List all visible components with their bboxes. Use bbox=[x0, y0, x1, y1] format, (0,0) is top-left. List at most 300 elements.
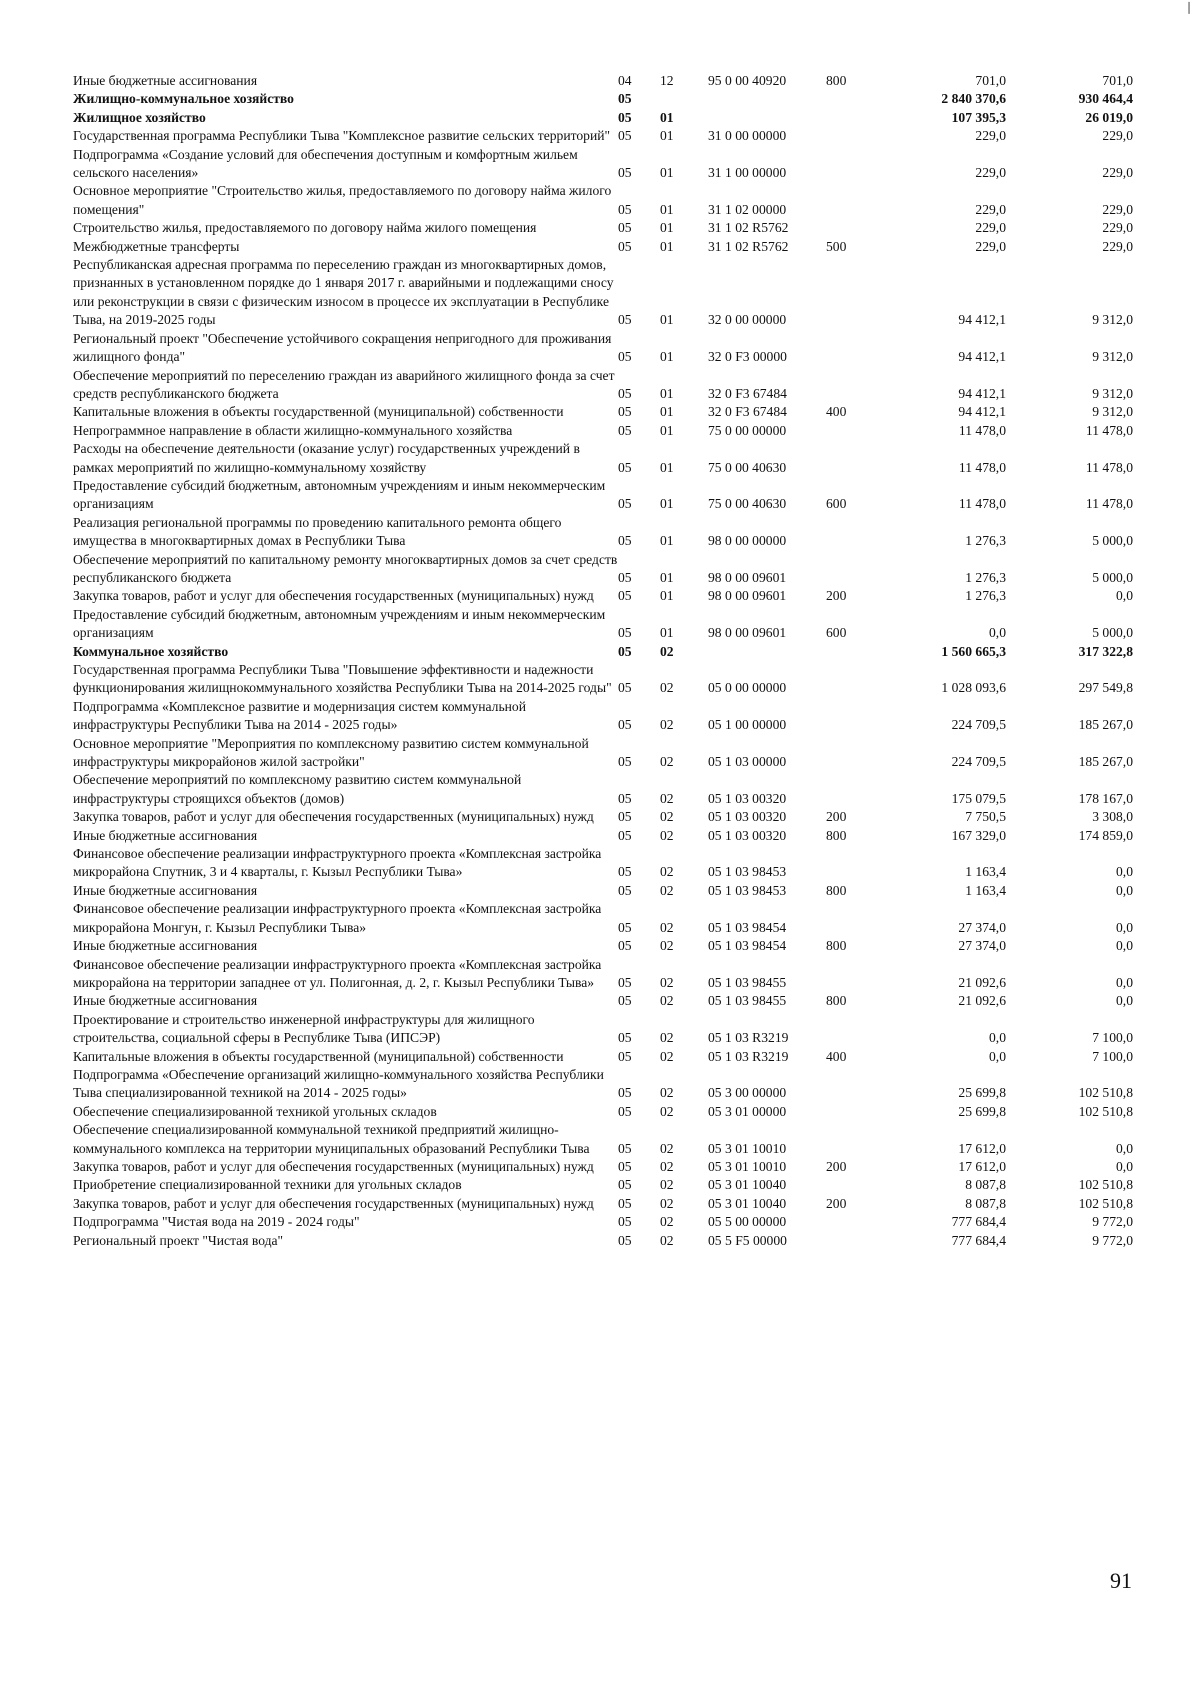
row-subsection-code bbox=[660, 90, 708, 108]
row-target-article: 98 0 00 09601 bbox=[708, 625, 787, 641]
table-row bbox=[73, 1158, 1133, 1176]
row-amount-year2: 11 478,0 bbox=[1085, 422, 1133, 438]
table-row bbox=[73, 330, 1133, 367]
row-target-article: 32 0 F3 00000 bbox=[708, 349, 787, 365]
table-row bbox=[73, 1121, 1133, 1158]
row-target-article: 05 5 00 00000 bbox=[708, 1214, 787, 1230]
row-target-article: 05 3 00 00000 bbox=[708, 1085, 787, 1101]
row-subsection-code: 02 bbox=[660, 919, 674, 935]
row-expense-type: 400 bbox=[826, 1048, 847, 1064]
row-name: Иные бюджетные ассигнования bbox=[73, 993, 258, 1009]
row-target-article: 98 0 00 09601 bbox=[708, 569, 787, 585]
row-section-code: 05 bbox=[618, 1140, 632, 1156]
row-section-code: 05 bbox=[618, 238, 632, 254]
row-expense-type bbox=[826, 182, 878, 219]
row-name: Государственная программа Республики Тыва "Повышение эффективности и надежности функционирования жилищнокоммунального хозяйства Республики Тыва на 2014-2025 годы" bbox=[73, 662, 612, 696]
table-section-row bbox=[73, 90, 1133, 108]
row-section-code: 05 bbox=[618, 220, 632, 236]
row-amount-year1: 777 684,4 bbox=[951, 1232, 1006, 1248]
row-name: Обеспечение специализированной техникой угольных складов bbox=[73, 1103, 437, 1119]
row-name: Предоставление субсидий бюджетным, автономным учреждениям и иным некоммерческим организациям bbox=[73, 606, 606, 641]
row-amount-year2: 9 312,0 bbox=[1092, 312, 1133, 328]
row-name: Предоставление субсидий бюджетным, автономным учреждениям и иным некоммерческим организациям bbox=[73, 477, 606, 512]
row-target-article bbox=[708, 643, 826, 661]
row-amount-year1: 229,0 bbox=[975, 201, 1006, 217]
row-name: Расходы на обеспечение деятельности (оказание услуг) государственных учреждений в рамках мероприятий по жилищно-коммунальному хозяйству bbox=[73, 441, 580, 475]
row-amount-year1: 107 395,3 bbox=[951, 109, 1006, 125]
row-amount-year1: 229,0 bbox=[975, 220, 1006, 236]
row-amount-year1: 0,0 bbox=[989, 625, 1006, 641]
row-amount-year1: 0,0 bbox=[989, 1030, 1006, 1046]
row-section-code: 05 bbox=[618, 588, 632, 604]
row-subsection-code: 01 bbox=[660, 588, 674, 604]
table-row bbox=[73, 219, 1133, 237]
row-name: Иные бюджетные ассигнования bbox=[73, 827, 258, 843]
row-name: Иные бюджетные ассигнования bbox=[73, 882, 258, 898]
row-amount-year2: 185 267,0 bbox=[1078, 717, 1133, 733]
row-amount-year1: 11 478,0 bbox=[958, 459, 1006, 475]
row-target-article: 31 1 02 00000 bbox=[708, 201, 787, 217]
row-subsection-code: 02 bbox=[660, 1085, 674, 1101]
row-section-code: 05 bbox=[618, 1085, 632, 1101]
table-row bbox=[73, 771, 1133, 808]
row-name: Иные бюджетные ассигнования bbox=[73, 73, 258, 88]
row-expense-type: 600 bbox=[826, 496, 847, 512]
row-subsection-code: 02 bbox=[660, 790, 674, 806]
row-section-code: 05 bbox=[618, 919, 632, 935]
row-name: Жилищно-коммунальное хозяйство bbox=[73, 91, 294, 107]
row-expense-type bbox=[826, 1103, 878, 1121]
row-target-article: 05 1 03 98453 bbox=[708, 882, 787, 898]
row-name: Закупка товаров, работ и услуг для обеспечения государственных (муниципальных) нужд bbox=[73, 1195, 594, 1211]
row-subsection-code: 02 bbox=[660, 974, 674, 990]
row-subsection-code: 01 bbox=[660, 459, 674, 475]
row-amount-year1: 1 163,4 bbox=[965, 864, 1006, 880]
row-subsection-code: 01 bbox=[660, 625, 674, 641]
row-expense-type bbox=[826, 440, 878, 477]
scan-edge-mark: ❘ bbox=[1184, 0, 1195, 14]
row-section-code: 05 bbox=[618, 790, 632, 806]
row-amount-year2: 3 308,0 bbox=[1092, 809, 1133, 825]
row-amount-year1: 21 092,6 bbox=[958, 974, 1006, 990]
row-subsection-code: 01 bbox=[660, 201, 674, 217]
row-section-code: 05 bbox=[618, 569, 632, 585]
row-section-code: 05 bbox=[618, 91, 632, 107]
row-subsection-code: 02 bbox=[660, 1177, 674, 1193]
row-amount-year1: 1 028 093,6 bbox=[941, 680, 1006, 696]
row-amount-year2: 317 322,8 bbox=[1078, 643, 1133, 659]
row-amount-year2: 229,0 bbox=[1102, 238, 1133, 254]
row-section-code: 05 bbox=[618, 809, 632, 825]
row-section-code: 05 bbox=[618, 882, 632, 898]
row-amount-year2: 11 478,0 bbox=[1085, 496, 1133, 512]
row-amount-year1: 94 412,1 bbox=[958, 349, 1006, 365]
row-amount-year1: 229,0 bbox=[975, 128, 1006, 144]
budget-table-body bbox=[73, 72, 1133, 1250]
row-section-code: 05 bbox=[618, 717, 632, 733]
row-amount-year2: 229,0 bbox=[1102, 201, 1133, 217]
row-name: Обеспечение специализированной коммунальной техникой предприятий жилищно-коммунального комплекса на территории муниципальных образований Республики Тыва bbox=[73, 1122, 590, 1156]
row-expense-type bbox=[826, 771, 878, 808]
row-target-article: 75 0 00 00000 bbox=[708, 422, 787, 438]
table-row bbox=[73, 146, 1133, 183]
row-target-article: 05 1 03 00320 bbox=[708, 809, 787, 825]
row-subsection-code: 02 bbox=[660, 993, 674, 1009]
row-amount-year1: 11 478,0 bbox=[958, 496, 1006, 512]
table-row bbox=[73, 1176, 1133, 1194]
row-target-article: 75 0 00 40630 bbox=[708, 459, 787, 475]
table-row bbox=[73, 422, 1133, 440]
row-amount-year1: 1 276,3 bbox=[965, 588, 1006, 604]
row-name: Строительство жилья, предоставляемого по договору найма жилого помещения bbox=[73, 220, 537, 236]
row-expense-type bbox=[826, 330, 878, 367]
row-subsection-code: 01 bbox=[660, 569, 674, 585]
row-target-article: 95 0 00 40920 bbox=[708, 73, 787, 88]
row-amount-year2: 5 000,0 bbox=[1092, 625, 1133, 641]
table-row bbox=[73, 514, 1133, 551]
row-amount-year1: 0,0 bbox=[989, 1048, 1006, 1064]
row-expense-type bbox=[826, 1066, 878, 1103]
row-expense-type: 800 bbox=[826, 938, 847, 954]
row-name: Обеспечение мероприятий по комплексному развитию систем коммунальной инфраструктуры строящихся объектов (домов) bbox=[73, 772, 522, 806]
row-subsection-code: 02 bbox=[660, 827, 674, 843]
row-amount-year2: 930 464,4 bbox=[1078, 91, 1133, 107]
row-target-article: 05 1 03 98454 bbox=[708, 938, 787, 954]
row-target-article: 31 1 02 R5762 bbox=[708, 238, 789, 254]
row-amount-year1: 167 329,0 bbox=[951, 827, 1006, 843]
row-amount-year1: 17 612,0 bbox=[958, 1158, 1006, 1174]
row-name: Закупка товаров, работ и услуг для обеспечения государственных (муниципальных) нужд bbox=[73, 588, 594, 604]
row-section-code: 05 bbox=[618, 201, 632, 217]
row-amount-year1: 175 079,5 bbox=[951, 790, 1006, 806]
table-row bbox=[73, 1103, 1133, 1121]
row-name: Финансовое обеспечение реализации инфраструктурного проекта «Комплексная застройка микрорайона на территории западнее от ул. Полигонная, д. 2, г. Кызыл Республики Тыва» bbox=[73, 956, 602, 990]
table-row bbox=[73, 72, 1133, 90]
row-amount-year1: 25 699,8 bbox=[958, 1103, 1006, 1119]
row-name: Проектирование и строительство инженерной инфраструктуры для жилищного строительства, социальной сферы в Республике Тыва (ИПСЭР) bbox=[73, 1011, 535, 1046]
row-amount-year2: 229,0 bbox=[1102, 165, 1133, 181]
row-amount-year1: 1 276,3 bbox=[965, 533, 1006, 549]
row-section-code: 05 bbox=[618, 1214, 632, 1230]
row-section-code: 05 bbox=[618, 1232, 632, 1248]
row-expense-type bbox=[826, 1213, 878, 1231]
table-row bbox=[73, 587, 1133, 605]
row-subsection-code: 01 bbox=[660, 238, 674, 254]
row-section-code: 05 bbox=[618, 864, 632, 880]
row-amount-year1: 17 612,0 bbox=[958, 1140, 1006, 1156]
row-name: Подпрограмма «Комплексное развитие и модернизация систем коммунальной инфраструктуры Республики Тыва на 2014 - 2025 годы» bbox=[73, 698, 526, 733]
table-row bbox=[73, 808, 1133, 826]
table-row bbox=[73, 606, 1133, 643]
row-amount-year1: 8 087,8 bbox=[965, 1195, 1006, 1211]
row-target-article: 05 1 03 00000 bbox=[708, 754, 787, 770]
row-expense-type bbox=[826, 551, 878, 588]
row-amount-year2: 9 772,0 bbox=[1092, 1232, 1133, 1248]
table-row bbox=[73, 698, 1133, 735]
row-amount-year2: 0,0 bbox=[1116, 993, 1133, 1009]
table-row bbox=[73, 845, 1133, 882]
row-target-article: 32 0 F3 67484 bbox=[708, 404, 787, 420]
row-name: Реализация региональной программы по проведению капитального ремонта общего имущества в многоквартирных домах в Республики Тыва bbox=[73, 514, 562, 549]
row-name: Жилищное хозяйство bbox=[73, 109, 206, 125]
row-expense-type bbox=[826, 900, 878, 937]
row-amount-year1: 701,0 bbox=[975, 73, 1006, 88]
row-name: Республиканская адресная программа по переселению граждан из многоквартирных домов, признанных в установленном порядке до 1 января 2017 г. аварийными и подлежащими сносу или реконструкции в связи с физическим износом в процессе их эксплуатации в Республике Тыва, на 2019-2025 годы bbox=[73, 257, 614, 328]
row-amount-year2: 0,0 bbox=[1116, 919, 1133, 935]
row-target-article: 05 3 01 10010 bbox=[708, 1158, 787, 1174]
row-section-code: 05 bbox=[618, 496, 632, 512]
row-amount-year2: 174 859,0 bbox=[1078, 827, 1133, 843]
row-subsection-code: 02 bbox=[660, 1214, 674, 1230]
row-name: Подпрограмма "Чистая вода на 2019 - 2024 годы" bbox=[73, 1214, 360, 1230]
row-target-article: 05 1 03 98453 bbox=[708, 864, 787, 880]
row-name: Коммунальное хозяйство bbox=[73, 643, 229, 659]
row-name: Капитальные вложения в объекты государственной (муниципальной) собственности bbox=[73, 404, 564, 420]
row-section-code: 05 bbox=[618, 1177, 632, 1193]
row-name: Закупка товаров, работ и услуг для обеспечения государственных (муниципальных) нужд bbox=[73, 809, 594, 825]
row-amount-year1: 224 709,5 bbox=[951, 717, 1006, 733]
table-row bbox=[73, 477, 1133, 514]
row-target-article: 31 0 00 00000 bbox=[708, 128, 787, 144]
row-amount-year1: 25 699,8 bbox=[958, 1085, 1006, 1101]
row-amount-year2: 9 312,0 bbox=[1092, 404, 1133, 420]
row-expense-type bbox=[826, 219, 878, 237]
table-section-row bbox=[73, 643, 1133, 661]
table-row bbox=[73, 1232, 1133, 1250]
row-name: Приобретение специализированной техники для угольных складов bbox=[73, 1177, 462, 1193]
row-expense-type bbox=[826, 698, 878, 735]
row-section-code: 05 bbox=[618, 1195, 632, 1211]
row-subsection-code: 02 bbox=[660, 809, 674, 825]
row-subsection-code: 01 bbox=[660, 312, 674, 328]
row-target-article: 05 1 03 00320 bbox=[708, 827, 787, 843]
table-row bbox=[73, 992, 1133, 1010]
row-expense-type bbox=[826, 735, 878, 772]
row-target-article: 05 1 00 00000 bbox=[708, 717, 787, 733]
row-expense-type bbox=[826, 127, 878, 145]
row-target-article: 05 1 03 98454 bbox=[708, 919, 787, 935]
row-target-article: 05 1 03 R3219 bbox=[708, 1048, 789, 1064]
row-name: Закупка товаров, работ и услуг для обеспечения государственных (муниципальных) нужд bbox=[73, 1158, 594, 1174]
row-expense-type: 200 bbox=[826, 809, 847, 825]
row-expense-type bbox=[826, 90, 878, 108]
row-amount-year1: 94 412,1 bbox=[958, 385, 1006, 401]
row-target-article bbox=[708, 109, 826, 127]
row-expense-type: 800 bbox=[826, 73, 847, 88]
row-expense-type bbox=[826, 256, 878, 330]
row-amount-year1: 2 840 370,6 bbox=[941, 91, 1006, 107]
row-section-code: 05 bbox=[618, 349, 632, 365]
row-section-code: 05 bbox=[618, 385, 632, 401]
table-row bbox=[73, 1195, 1133, 1213]
table-row bbox=[73, 1048, 1133, 1066]
row-section-code: 05 bbox=[618, 1158, 632, 1174]
row-name: Основное мероприятие "Строительство жилья, предоставляемого по договору найма жилого помещения" bbox=[73, 183, 612, 217]
row-subsection-code: 01 bbox=[660, 220, 674, 236]
row-target-article: 05 3 01 00000 bbox=[708, 1103, 787, 1119]
row-section-code: 05 bbox=[618, 625, 632, 641]
row-amount-year2: 102 510,8 bbox=[1078, 1177, 1133, 1193]
row-subsection-code: 02 bbox=[660, 717, 674, 733]
row-expense-type bbox=[826, 422, 878, 440]
row-amount-year2: 7 100,0 bbox=[1092, 1048, 1133, 1064]
row-expense-type: 200 bbox=[826, 1158, 847, 1174]
row-subsection-code: 01 bbox=[660, 533, 674, 549]
row-expense-type bbox=[826, 1121, 878, 1158]
row-target-article: 32 0 F3 67484 bbox=[708, 385, 787, 401]
row-section-code: 05 bbox=[618, 993, 632, 1009]
row-name: Государственная программа Республики Тыва "Комплексное развитие сельских территорий" bbox=[73, 128, 611, 144]
row-subsection-code: 12 bbox=[660, 73, 674, 88]
row-subsection-code: 02 bbox=[660, 754, 674, 770]
row-amount-year2: 0,0 bbox=[1116, 588, 1133, 604]
row-amount-year1: 11 478,0 bbox=[958, 422, 1006, 438]
row-amount-year1: 229,0 bbox=[975, 238, 1006, 254]
row-expense-type: 200 bbox=[826, 588, 847, 604]
row-name: Региональный проект "Обеспечение устойчивого сокращения непригодного для проживания жилищного фонда" bbox=[73, 330, 612, 365]
row-target-article: 31 1 02 R5762 bbox=[708, 220, 789, 236]
table-row bbox=[73, 1213, 1133, 1231]
row-section-code: 04 bbox=[618, 73, 632, 88]
row-name: Основное мероприятие "Мероприятия по комплексному развитию систем коммунальной инфраструктуры микрорайонов жилой застройки" bbox=[73, 735, 589, 770]
row-target-article: 05 3 01 10040 bbox=[708, 1177, 787, 1193]
row-section-code: 05 bbox=[618, 754, 632, 770]
table-row bbox=[73, 1066, 1133, 1103]
row-expense-type bbox=[826, 1011, 878, 1048]
row-amount-year1: 8 087,8 bbox=[965, 1177, 1006, 1193]
row-expense-type: 400 bbox=[826, 404, 847, 420]
row-name: Обеспечение мероприятий по переселению граждан из аварийного жилищного фонда за счет средств республиканского бюджета bbox=[73, 367, 615, 401]
row-target-article: 75 0 00 40630 bbox=[708, 496, 787, 512]
row-section-code: 05 bbox=[618, 1048, 632, 1064]
row-amount-year2: 102 510,8 bbox=[1078, 1103, 1133, 1119]
row-name: Непрограммное направление в области жилищно-коммунального хозяйства bbox=[73, 422, 513, 438]
row-subsection-code: 02 bbox=[660, 1140, 674, 1156]
row-subsection-code: 02 bbox=[660, 1048, 674, 1064]
row-target-article: 05 3 01 10010 bbox=[708, 1140, 787, 1156]
row-amount-year1: 777 684,4 bbox=[951, 1214, 1006, 1230]
row-amount-year1: 1 276,3 bbox=[965, 569, 1006, 585]
row-expense-type bbox=[826, 643, 878, 661]
table-section-row bbox=[73, 109, 1133, 127]
row-amount-year1: 27 374,0 bbox=[958, 938, 1006, 954]
row-amount-year2: 297 549,8 bbox=[1078, 680, 1133, 696]
row-amount-year2: 102 510,8 bbox=[1078, 1085, 1133, 1101]
table-row bbox=[73, 956, 1133, 993]
row-subsection-code: 01 bbox=[660, 165, 674, 181]
row-target-article: 05 1 03 98455 bbox=[708, 993, 787, 1009]
row-target-article: 98 0 00 00000 bbox=[708, 533, 787, 549]
row-name: Капитальные вложения в объекты государственной (муниципальной) собственности bbox=[73, 1048, 564, 1064]
row-amount-year1: 94 412,1 bbox=[958, 312, 1006, 328]
row-amount-year2: 178 167,0 bbox=[1078, 790, 1133, 806]
row-amount-year2: 9 772,0 bbox=[1092, 1214, 1133, 1230]
row-target-article: 98 0 00 09601 bbox=[708, 588, 787, 604]
budget-table bbox=[73, 72, 1133, 1250]
row-subsection-code: 01 bbox=[660, 404, 674, 420]
row-amount-year1: 1 560 665,3 bbox=[941, 643, 1006, 659]
row-section-code: 05 bbox=[618, 404, 632, 420]
row-name: Региональный проект "Чистая вода" bbox=[73, 1232, 284, 1248]
row-expense-type: 500 bbox=[826, 238, 847, 254]
row-subsection-code: 02 bbox=[660, 1158, 674, 1174]
row-target-article: 32 0 00 00000 bbox=[708, 312, 787, 328]
table-row bbox=[73, 440, 1133, 477]
row-name: Финансовое обеспечение реализации инфраструктурного проекта «Комплексная застройка микрорайона Монгун, г. Кызыл Республики Тыва» bbox=[73, 901, 602, 935]
row-expense-type bbox=[826, 956, 878, 993]
row-subsection-code: 01 bbox=[660, 496, 674, 512]
row-amount-year2: 5 000,0 bbox=[1092, 569, 1133, 585]
row-amount-year2: 11 478,0 bbox=[1085, 459, 1133, 475]
row-target-article: 31 1 00 00000 bbox=[708, 165, 787, 181]
row-section-code: 05 bbox=[618, 128, 632, 144]
row-amount-year2: 5 000,0 bbox=[1092, 533, 1133, 549]
row-expense-type: 800 bbox=[826, 993, 847, 1009]
table-row bbox=[73, 367, 1133, 404]
row-section-code: 05 bbox=[618, 533, 632, 549]
table-row bbox=[73, 127, 1133, 145]
row-subsection-code: 02 bbox=[660, 1232, 674, 1248]
row-expense-type bbox=[826, 109, 878, 127]
row-subsection-code: 02 bbox=[660, 680, 674, 696]
row-expense-type bbox=[826, 1232, 878, 1250]
table-row bbox=[73, 900, 1133, 937]
row-amount-year1: 21 092,6 bbox=[958, 993, 1006, 1009]
row-section-code: 05 bbox=[618, 165, 632, 181]
page-number: 91 bbox=[1110, 1568, 1132, 1593]
row-target-article: 05 1 03 00320 bbox=[708, 790, 787, 806]
row-name: Межбюджетные трансферты bbox=[73, 238, 240, 254]
row-amount-year2: 102 510,8 bbox=[1078, 1195, 1133, 1211]
table-row bbox=[73, 403, 1133, 421]
row-amount-year2: 0,0 bbox=[1116, 882, 1133, 898]
table-row bbox=[73, 661, 1133, 698]
row-amount-year1: 27 374,0 bbox=[958, 919, 1006, 935]
row-name: Обеспечение мероприятий по капитальному ремонту многоквартирных домов за счет средств республиканского бюджета bbox=[73, 551, 618, 585]
row-amount-year2: 185 267,0 bbox=[1078, 754, 1133, 770]
row-amount-year2: 229,0 bbox=[1102, 220, 1133, 236]
row-amount-year2: 0,0 bbox=[1116, 1140, 1133, 1156]
row-subsection-code: 02 bbox=[660, 1195, 674, 1211]
row-target-article: 05 0 00 00000 bbox=[708, 680, 787, 696]
row-subsection-code: 01 bbox=[660, 128, 674, 144]
table-row bbox=[73, 937, 1133, 955]
row-expense-type bbox=[826, 367, 878, 404]
table-row bbox=[73, 256, 1133, 330]
row-name: Подпрограмма «Создание условий для обеспечения доступным и комфортным жильем сельского населения» bbox=[73, 146, 578, 181]
table-row bbox=[73, 551, 1133, 588]
row-section-code: 05 bbox=[618, 974, 632, 990]
row-target-article: 05 3 01 10040 bbox=[708, 1195, 787, 1211]
row-expense-type: 800 bbox=[826, 827, 847, 843]
row-expense-type bbox=[826, 514, 878, 551]
row-amount-year1: 229,0 bbox=[975, 165, 1006, 181]
row-amount-year1: 7 750,5 bbox=[965, 809, 1006, 825]
row-amount-year2: 229,0 bbox=[1102, 128, 1133, 144]
row-section-code: 05 bbox=[618, 1103, 632, 1119]
row-section-code: 05 bbox=[618, 312, 632, 328]
row-amount-year2: 9 312,0 bbox=[1092, 349, 1133, 365]
row-section-code: 05 bbox=[618, 827, 632, 843]
row-expense-type bbox=[826, 845, 878, 882]
row-subsection-code: 02 bbox=[660, 938, 674, 954]
row-amount-year2: 7 100,0 bbox=[1092, 1030, 1133, 1046]
row-amount-year2: 0,0 bbox=[1116, 1158, 1133, 1174]
row-subsection-code: 02 bbox=[660, 864, 674, 880]
row-subsection-code: 02 bbox=[660, 1030, 674, 1046]
row-target-article: 05 1 03 R3219 bbox=[708, 1030, 789, 1046]
row-amount-year2: 0,0 bbox=[1116, 864, 1133, 880]
